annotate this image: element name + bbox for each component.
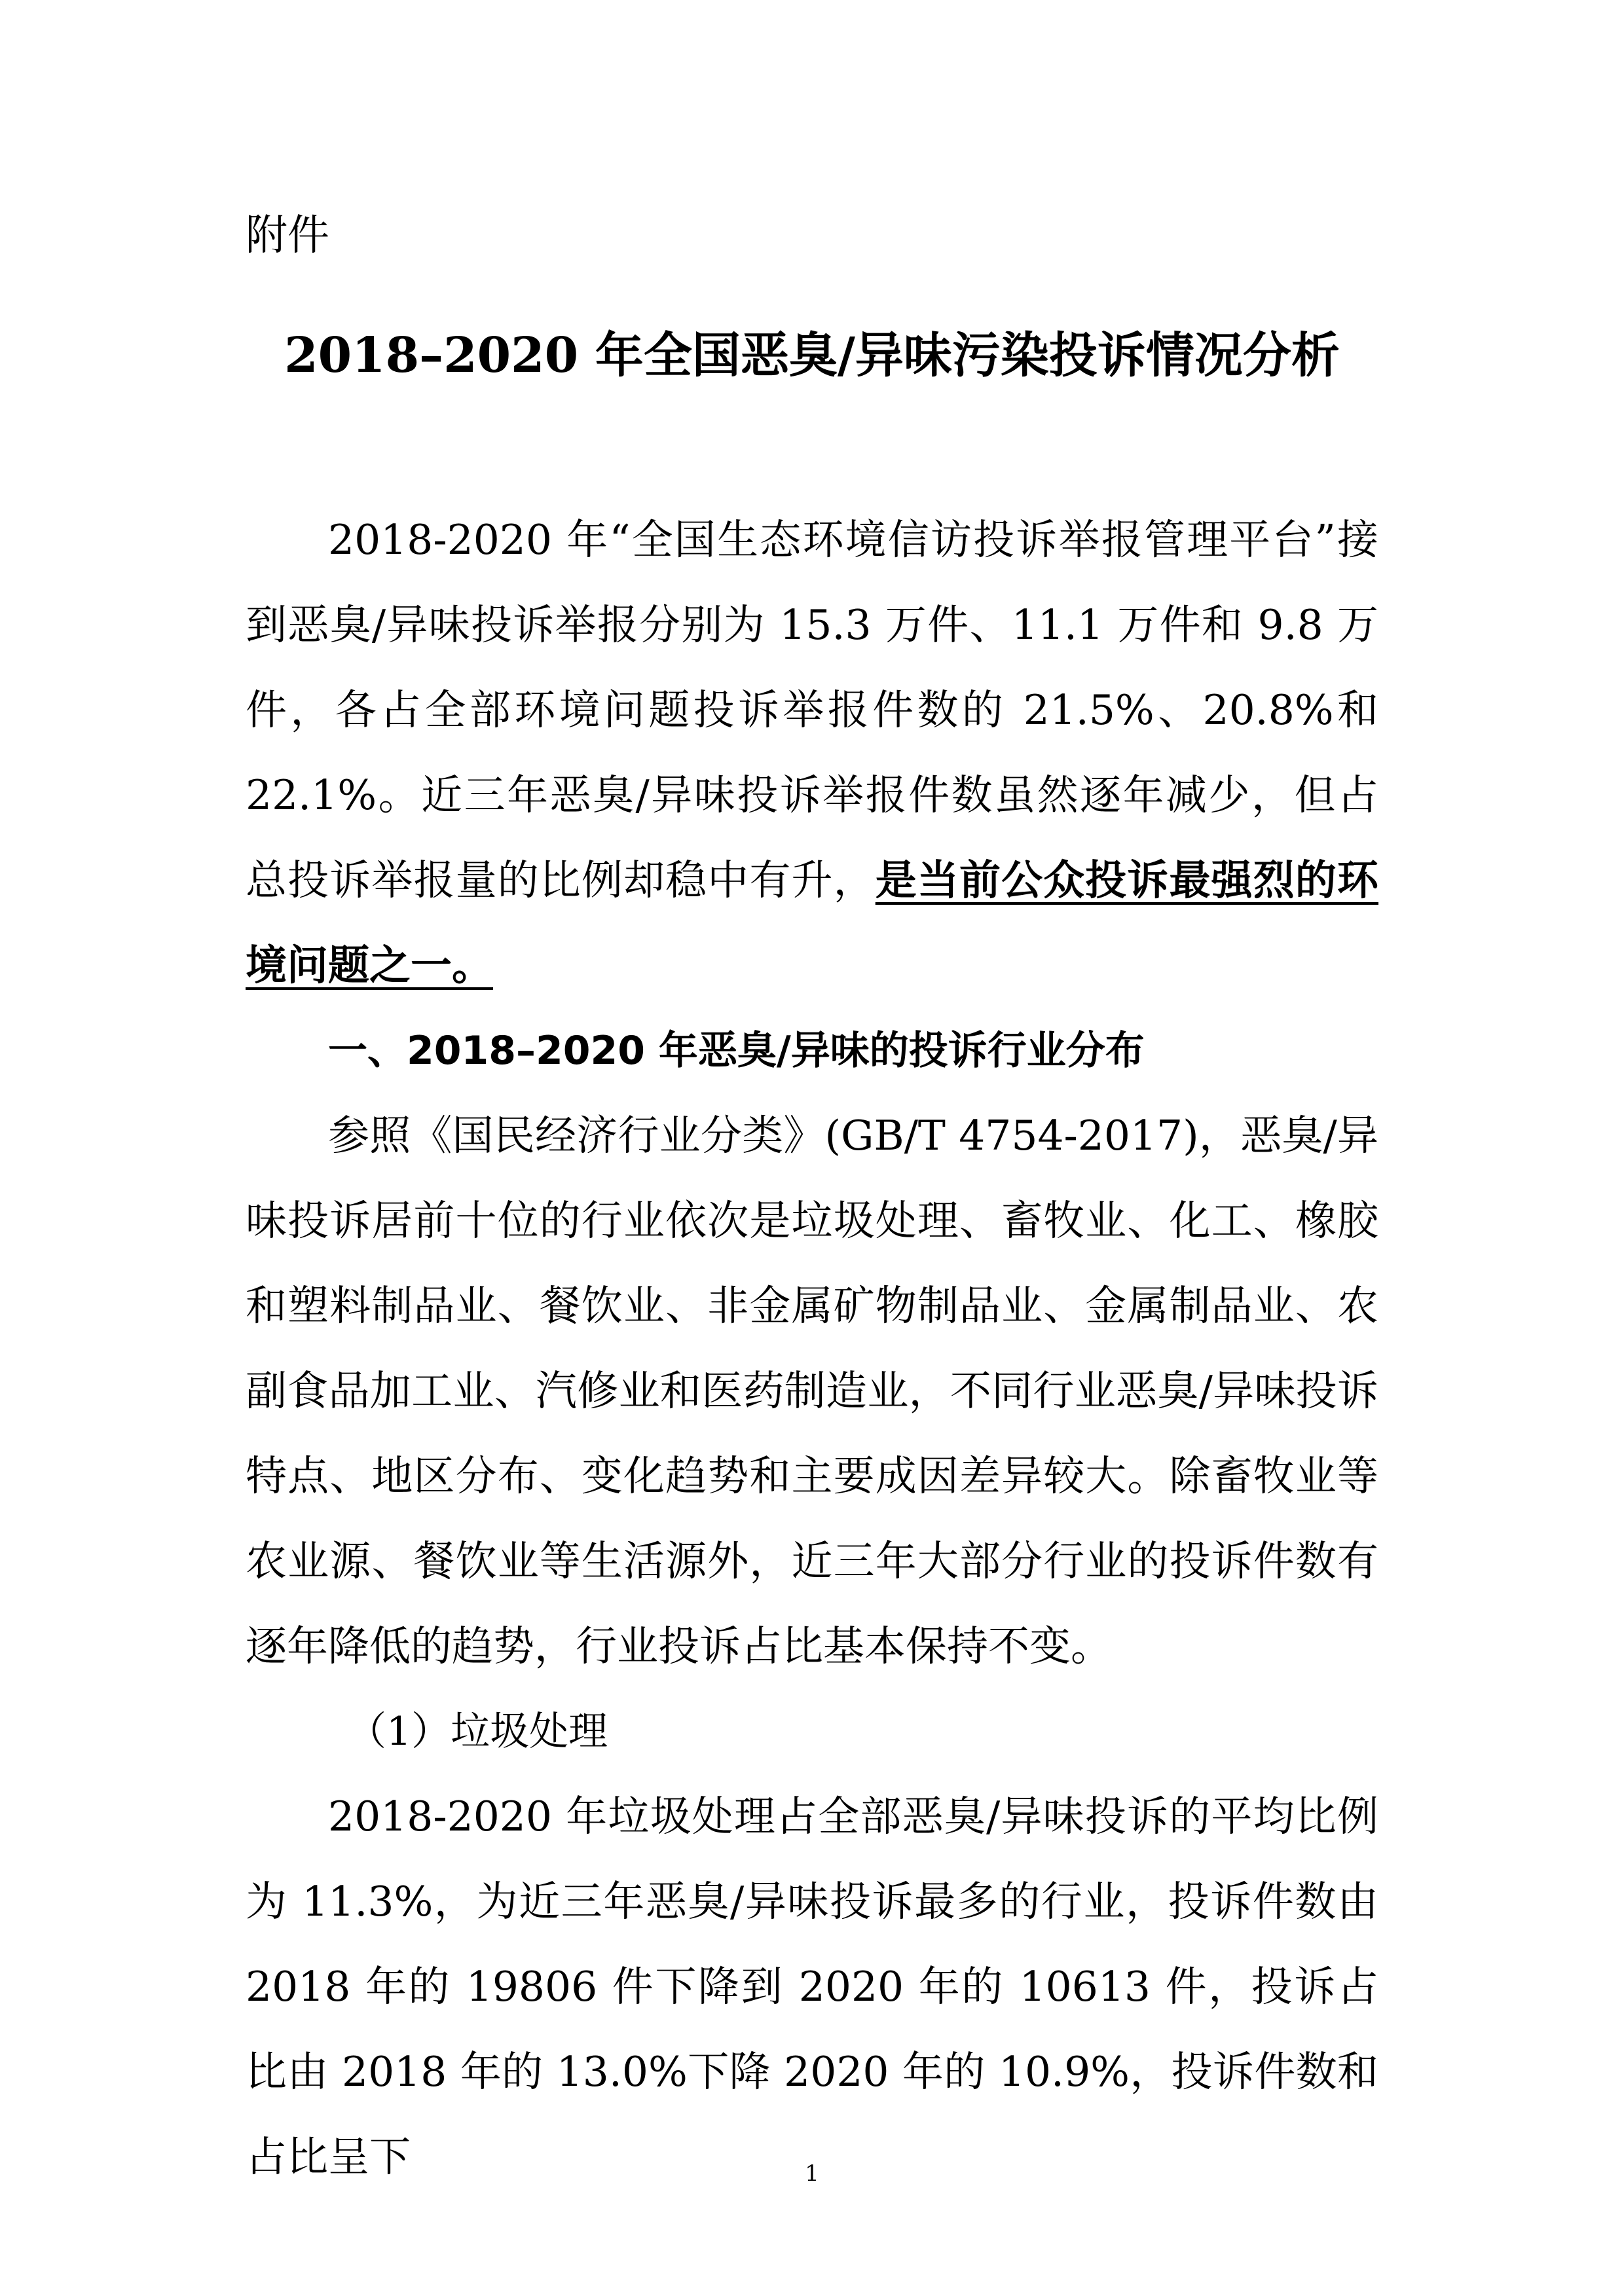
intro-emphasis: 是当前公众投诉最强烈的环境问题之一。 (246, 856, 1379, 989)
page-number: 1 (805, 2160, 819, 2187)
document-title: 2018–2020 年全国恶臭/异味污染投诉情况分析 (284, 327, 1340, 384)
document-body (246, 498, 1378, 2200)
intro-text: 2018-2020 年“全国生态环境信访投诉举报管理平台”接到恶臭/异味投诉举报分别为 15.3 万件、11.1 万件和 9.8 万件，各占全部环境问题投诉举报件数的 21.5%、20.8%和 22.1%。近三年恶臭/异味投诉举报件数虽然逐年减少，但占总投诉举报量的比例却稳中有升， (246, 516, 1378, 904)
section-heading: 一、2018–2020 年恶臭/异味的投诉行业分布 (328, 1028, 1145, 1074)
subsection-heading: （1）垃圾处理 (347, 1709, 608, 1755)
subsection-paragraph: 2018-2020 年垃圾处理占全部恶臭/异味投诉的平均比例为 11.3%，为近三年恶臭/异味投诉最多的行业，投诉件数由 2018 年的 19806 件下降到 2020 年的 10613 件，投诉占比由 2018 年的 13.0%下降 2020 年的 10.9%，投诉件数和占比呈下 (246, 1793, 1378, 2181)
intro-paragraph (246, 498, 1378, 1008)
section-paragraph: 参照《国民经济行业分类》(GB/T 4754-2017)，恶臭/异味投诉居前十位的行业依次是垃圾处理、畜牧业、化工、橡胶和塑料制品业、餐饮业、非金属矿物制品业、金属制品业、农副食品加工业、汽修业和医药制造业，不同行业恶臭/异味投诉特点、地区分布、变化趋势和主要成因差异较大。除畜牧业等农业源、餐饮业等生活源外，近三年大部分行业的投诉件数有逐年降低的趋势，行业投诉占比基本保持不变。 (246, 1112, 1378, 1670)
attachment-label: 附件 (246, 211, 329, 260)
